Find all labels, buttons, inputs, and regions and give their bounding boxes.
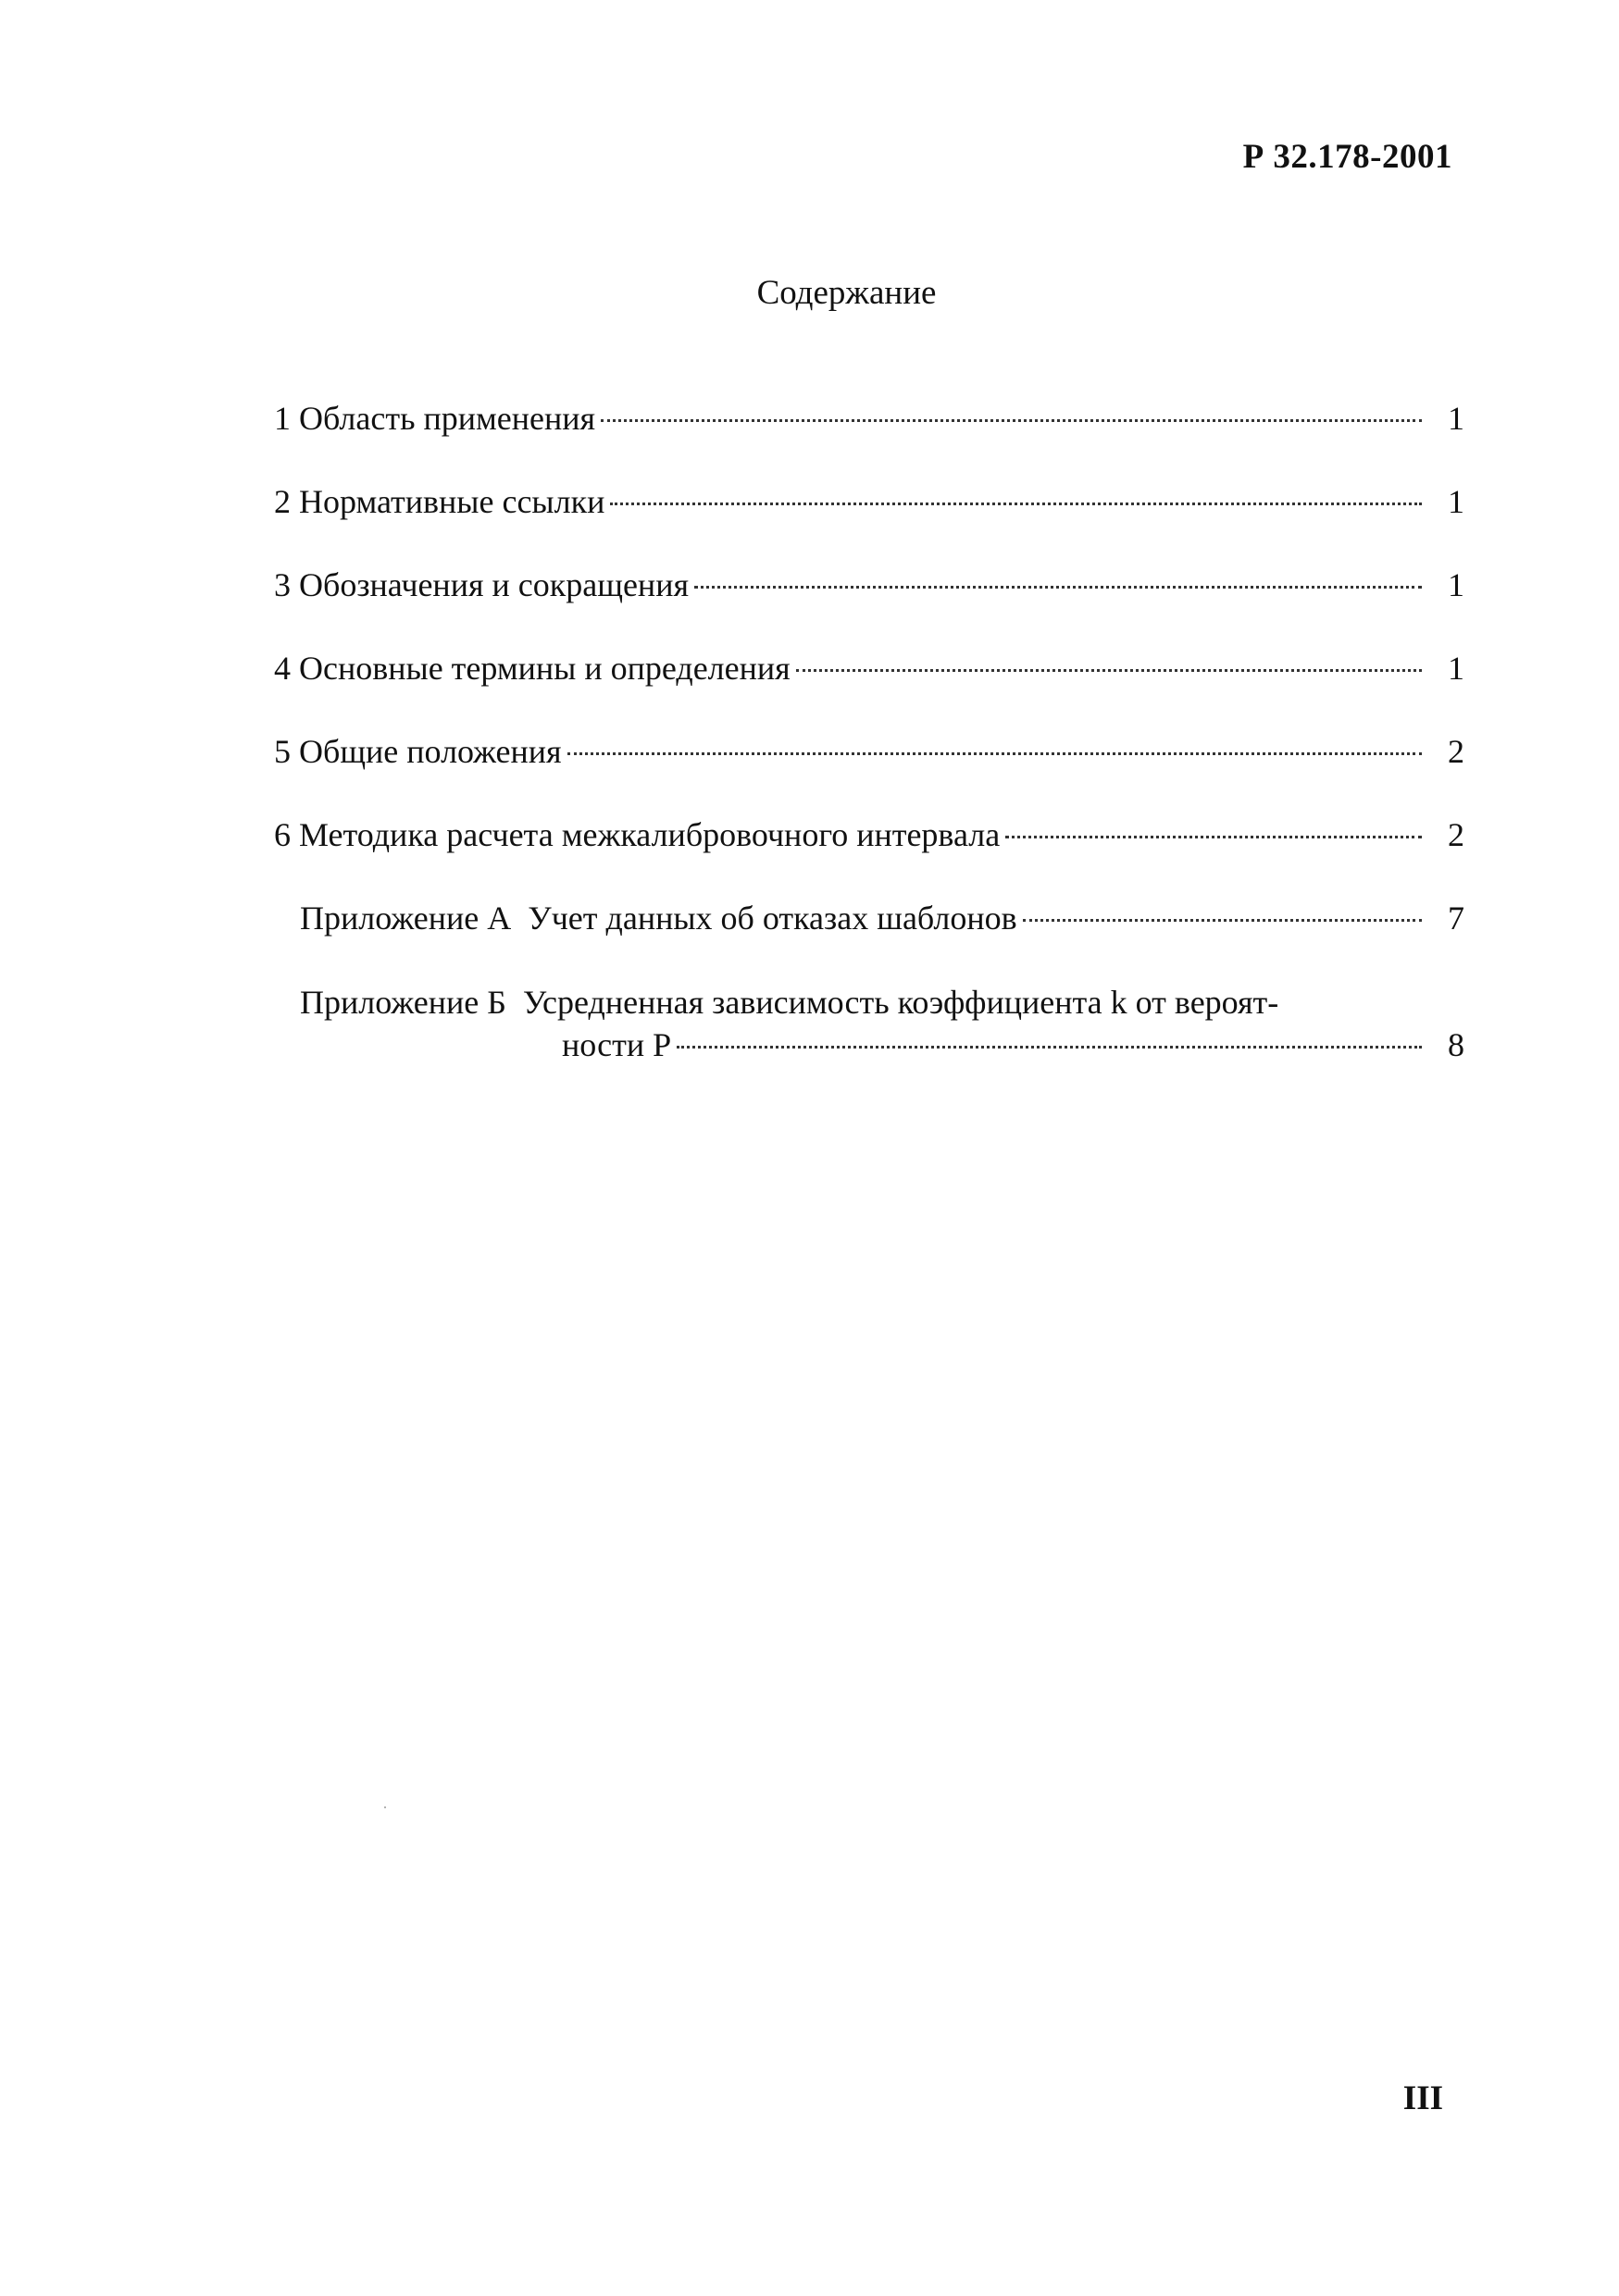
table-of-contents: [274, 398, 1464, 1066]
toc-entry-label: 5 Общие положения: [274, 733, 562, 770]
document-code: Р 32.178-2001: [1242, 138, 1452, 176]
toc-entry-calculation-method[interactable]: [274, 814, 1464, 898]
toc-entry-label: 1 Область применения: [274, 400, 596, 437]
toc-entry-label: 4 Основные термины и определения: [274, 650, 791, 687]
toc-entry-appendix-b[interactable]: [274, 981, 1464, 1066]
dot-leader: [610, 503, 1422, 505]
toc-entry-scope[interactable]: [274, 398, 1464, 481]
toc-entry-page: 8: [1448, 1026, 1464, 1063]
toc-entry-page: 1: [1448, 483, 1464, 520]
toc-entry-page: 1: [1448, 566, 1464, 603]
toc-entry-page: 1: [1448, 400, 1464, 437]
toc-entry-symbols-abbreviations[interactable]: [274, 565, 1464, 648]
dot-leader: [796, 669, 1422, 672]
toc-title: Содержание: [756, 274, 937, 312]
dot-leader: [694, 586, 1422, 589]
scan-speck: [384, 1806, 386, 1808]
toc-entry-label: Приложение А Учет данных об отказах шаблонов: [300, 900, 1017, 937]
dot-leader: [1023, 919, 1422, 922]
toc-entry-label: 6 Методика расчета межкалибровочного интервала: [274, 816, 1001, 853]
toc-entry-label: 2 Нормативные ссылки: [274, 483, 605, 520]
dot-leader: [677, 1046, 1422, 1049]
dot-leader: [601, 419, 1422, 422]
toc-entry-label-line2: ности Р: [562, 1026, 672, 1063]
toc-entry-page: 2: [1448, 733, 1464, 770]
page-number: III: [1402, 2079, 1443, 2117]
toc-entry-page: 1: [1448, 650, 1464, 687]
dot-leader: [567, 752, 1422, 755]
toc-entry-label-line1: Приложение Б Усредненная зависимость коэффициента k от вероят-: [300, 984, 1279, 1021]
toc-entry-label: 3 Обозначения и сокращения: [274, 566, 690, 603]
dot-leader: [1005, 836, 1422, 838]
toc-entry-normative-references[interactable]: [274, 481, 1464, 565]
toc-entry-terms-definitions[interactable]: [274, 648, 1464, 731]
toc-entry-appendix-a[interactable]: [274, 898, 1464, 981]
toc-entry-page: 2: [1448, 816, 1464, 853]
toc-entry-general-provisions[interactable]: [274, 731, 1464, 814]
toc-entry-page: 7: [1448, 900, 1464, 937]
